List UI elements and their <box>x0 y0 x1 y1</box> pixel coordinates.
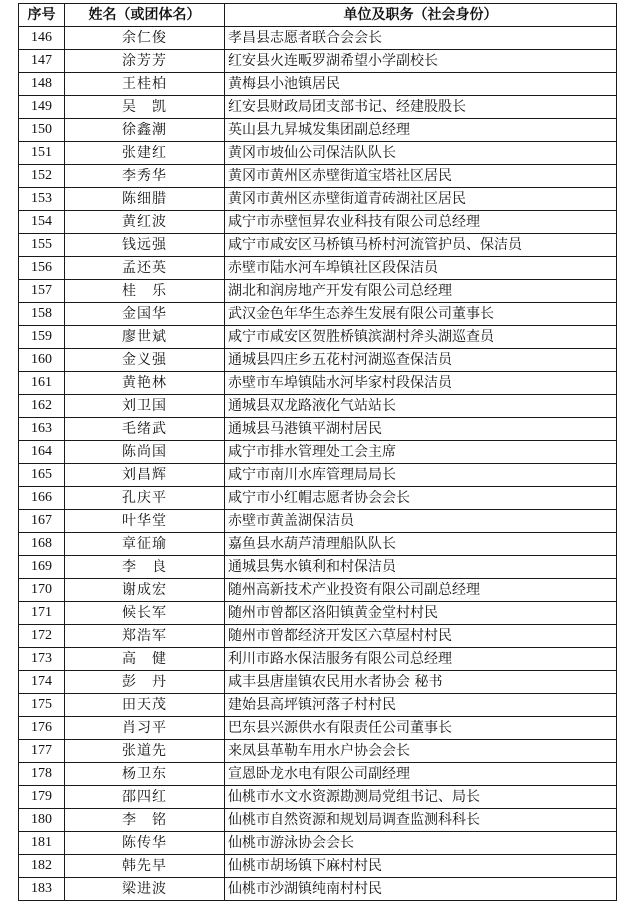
serial-number-cell: 157 <box>19 280 65 303</box>
person-name-cell: 邵四红 <box>65 786 225 809</box>
table-row <box>19 763 617 786</box>
person-name-cell: 张建红 <box>65 142 225 165</box>
person-name-cell: 田天茂 <box>65 694 225 717</box>
unit-position-cell: 通城县隽水镇利和村保洁员 <box>225 556 617 579</box>
person-name-cell: 刘卫国 <box>65 395 225 418</box>
unit-position-cell: 红安县火连畈罗湖希望小学副校长 <box>225 50 617 73</box>
unit-position-cell: 建始县高坪镇河落子村村民 <box>225 694 617 717</box>
person-name-cell: 肖习平 <box>65 717 225 740</box>
serial-number-cell: 148 <box>19 73 65 96</box>
person-name-cell: 徐鑫潮 <box>65 119 225 142</box>
unit-position-cell: 咸宁市小红帽志愿者协会会长 <box>225 487 617 510</box>
table-row <box>19 556 617 579</box>
unit-position-cell: 黄梅县小池镇居民 <box>225 73 617 96</box>
person-name-cell: 杨卫东 <box>65 763 225 786</box>
table-row <box>19 119 617 142</box>
serial-number-cell: 174 <box>19 671 65 694</box>
serial-number-cell: 175 <box>19 694 65 717</box>
header-name: 姓名（或团体名） <box>65 4 225 27</box>
serial-number-cell: 147 <box>19 50 65 73</box>
unit-position-cell: 赤壁市车埠镇陆水河毕家村段保洁员 <box>225 372 617 395</box>
serial-number-cell: 164 <box>19 441 65 464</box>
person-name-cell: 李 铭 <box>65 809 225 832</box>
serial-number-cell: 162 <box>19 395 65 418</box>
table-row <box>19 579 617 602</box>
serial-number-cell: 161 <box>19 372 65 395</box>
serial-number-cell: 169 <box>19 556 65 579</box>
unit-position-cell: 黄冈市黄州区赤壁街道宝塔社区居民 <box>225 165 617 188</box>
table-row <box>19 487 617 510</box>
serial-number-cell: 152 <box>19 165 65 188</box>
unit-position-cell: 咸宁市南川水库管理局局长 <box>225 464 617 487</box>
person-name-cell: 孟还英 <box>65 257 225 280</box>
person-name-cell: 李 良 <box>65 556 225 579</box>
serial-number-cell: 149 <box>19 96 65 119</box>
person-name-cell: 陈细腊 <box>65 188 225 211</box>
table-row <box>19 809 617 832</box>
serial-number-cell: 159 <box>19 326 65 349</box>
table-row <box>19 464 617 487</box>
serial-number-cell: 173 <box>19 648 65 671</box>
table-row <box>19 855 617 878</box>
table-row <box>19 280 617 303</box>
unit-position-cell: 仙桃市水文水资源勘测局党组书记、局长 <box>225 786 617 809</box>
serial-number-cell: 176 <box>19 717 65 740</box>
serial-number-cell: 168 <box>19 533 65 556</box>
person-name-cell: 金义强 <box>65 349 225 372</box>
unit-position-cell: 红安县财政局团支部书记、经建股股长 <box>225 96 617 119</box>
table-row <box>19 142 617 165</box>
table-row <box>19 602 617 625</box>
unit-position-cell: 咸丰县唐崖镇农民用水者协会 秘书 <box>225 671 617 694</box>
serial-number-cell: 183 <box>19 878 65 901</box>
person-name-cell: 黄红波 <box>65 211 225 234</box>
table-row <box>19 211 617 234</box>
person-name-cell: 彭 丹 <box>65 671 225 694</box>
person-name-cell: 章征瑜 <box>65 533 225 556</box>
table-row <box>19 234 617 257</box>
person-name-cell: 孔庆平 <box>65 487 225 510</box>
unit-position-cell: 通城县四庄乡五花村河湖巡查保洁员 <box>225 349 617 372</box>
table-row <box>19 533 617 556</box>
serial-number-cell: 151 <box>19 142 65 165</box>
person-name-cell: 陈传华 <box>65 832 225 855</box>
person-name-cell: 毛绪武 <box>65 418 225 441</box>
person-name-cell: 韩先早 <box>65 855 225 878</box>
serial-number-cell: 182 <box>19 855 65 878</box>
table-row <box>19 372 617 395</box>
serial-number-cell: 171 <box>19 602 65 625</box>
table-header-row <box>19 4 617 27</box>
person-name-cell: 王桂柏 <box>65 73 225 96</box>
table-row <box>19 878 617 901</box>
table-row <box>19 188 617 211</box>
table-row <box>19 832 617 855</box>
person-name-cell: 候长军 <box>65 602 225 625</box>
person-name-cell: 涂芳芳 <box>65 50 225 73</box>
unit-position-cell: 巴东县兴源供水有限责任公司董事长 <box>225 717 617 740</box>
unit-position-cell: 赤壁市黄盖湖保洁员 <box>225 510 617 533</box>
person-name-cell: 梁进波 <box>65 878 225 901</box>
person-name-cell: 张道先 <box>65 740 225 763</box>
serial-number-cell: 179 <box>19 786 65 809</box>
serial-number-cell: 167 <box>19 510 65 533</box>
table-row <box>19 73 617 96</box>
serial-number-cell: 155 <box>19 234 65 257</box>
unit-position-cell: 嘉鱼县水葫芦清理船队队长 <box>225 533 617 556</box>
unit-position-cell: 来凤县革勒车用水户协会会长 <box>225 740 617 763</box>
table-row <box>19 395 617 418</box>
unit-position-cell: 英山县九昇城发集团副总经理 <box>225 119 617 142</box>
table-row <box>19 717 617 740</box>
table-row <box>19 165 617 188</box>
unit-position-cell: 咸宁市咸安区马桥镇马桥村河流管护员、保洁员 <box>225 234 617 257</box>
serial-number-cell: 153 <box>19 188 65 211</box>
person-name-cell: 桂 乐 <box>65 280 225 303</box>
header-unit-and-position: 单位及职务（社会身份） <box>225 4 617 27</box>
unit-position-cell: 孝昌县志愿者联合会会长 <box>225 27 617 50</box>
unit-position-cell: 宣恩卧龙水电有限公司副经理 <box>225 763 617 786</box>
unit-position-cell: 通城县马港镇平湖村居民 <box>225 418 617 441</box>
table-row <box>19 96 617 119</box>
person-name-cell: 谢成宏 <box>65 579 225 602</box>
serial-number-cell: 160 <box>19 349 65 372</box>
unit-position-cell: 仙桃市游泳协会会长 <box>225 832 617 855</box>
unit-position-cell: 利川市路水保洁服务有限公司总经理 <box>225 648 617 671</box>
serial-number-cell: 150 <box>19 119 65 142</box>
award-list-sheet <box>18 3 616 901</box>
header-serial-number: 序号 <box>19 4 65 27</box>
table-row <box>19 326 617 349</box>
table-row <box>19 510 617 533</box>
unit-position-cell: 仙桃市胡场镇下麻村村民 <box>225 855 617 878</box>
unit-position-cell: 随州市曾都经济开发区六草屋村村民 <box>225 625 617 648</box>
person-name-cell: 黄艳林 <box>65 372 225 395</box>
person-name-cell: 余仁俊 <box>65 27 225 50</box>
table-row <box>19 27 617 50</box>
table-row <box>19 694 617 717</box>
person-name-cell: 高 健 <box>65 648 225 671</box>
serial-number-cell: 165 <box>19 464 65 487</box>
serial-number-cell: 146 <box>19 27 65 50</box>
table-row <box>19 50 617 73</box>
unit-position-cell: 黄冈市坡仙公司保洁队队长 <box>225 142 617 165</box>
serial-number-cell: 181 <box>19 832 65 855</box>
unit-position-cell: 仙桃市沙湖镇纯南村村民 <box>225 878 617 901</box>
unit-position-cell: 咸宁市咸安区贺胜桥镇滨湖村斧头湖巡查员 <box>225 326 617 349</box>
unit-position-cell: 咸宁市排水管理处工会主席 <box>225 441 617 464</box>
unit-position-cell: 黄冈市黄州区赤壁街道青砖湖社区居民 <box>225 188 617 211</box>
serial-number-cell: 166 <box>19 487 65 510</box>
person-name-cell: 金国华 <box>65 303 225 326</box>
person-name-cell: 陈尚国 <box>65 441 225 464</box>
serial-number-cell: 177 <box>19 740 65 763</box>
table-row <box>19 418 617 441</box>
serial-number-cell: 170 <box>19 579 65 602</box>
table-row <box>19 625 617 648</box>
serial-number-cell: 163 <box>19 418 65 441</box>
table-row <box>19 648 617 671</box>
unit-position-cell: 通城县双龙路液化气站站长 <box>225 395 617 418</box>
unit-position-cell: 赤壁市陆水河车埠镇社区段保洁员 <box>225 257 617 280</box>
serial-number-cell: 158 <box>19 303 65 326</box>
serial-number-cell: 156 <box>19 257 65 280</box>
person-name-cell: 叶华堂 <box>65 510 225 533</box>
serial-number-cell: 178 <box>19 763 65 786</box>
person-name-cell: 刘昌辉 <box>65 464 225 487</box>
serial-number-cell: 154 <box>19 211 65 234</box>
person-name-cell: 李秀华 <box>65 165 225 188</box>
unit-position-cell: 随州高新技术产业投资有限公司副总经理 <box>225 579 617 602</box>
serial-number-cell: 172 <box>19 625 65 648</box>
table-row <box>19 441 617 464</box>
table-body <box>19 27 617 901</box>
person-name-cell: 吴 凯 <box>65 96 225 119</box>
unit-position-cell: 武汉金色年华生态养生发展有限公司董事长 <box>225 303 617 326</box>
table-row <box>19 671 617 694</box>
table-row <box>19 786 617 809</box>
unit-position-cell: 仙桃市自然资源和规划局调查监测科科长 <box>225 809 617 832</box>
unit-position-cell: 咸宁市赤壁恒昇农业科技有限公司总经理 <box>225 211 617 234</box>
person-name-cell: 郑浩军 <box>65 625 225 648</box>
serial-number-cell: 180 <box>19 809 65 832</box>
unit-position-cell: 随州市曾都区洛阳镇黄金堂村村民 <box>225 602 617 625</box>
award-list-table <box>18 3 617 901</box>
person-name-cell: 廖世斌 <box>65 326 225 349</box>
table-row <box>19 257 617 280</box>
person-name-cell: 钱远强 <box>65 234 225 257</box>
unit-position-cell: 湖北和润房地产开发有限公司总经理 <box>225 280 617 303</box>
table-row <box>19 303 617 326</box>
table-row <box>19 740 617 763</box>
table-row <box>19 349 617 372</box>
